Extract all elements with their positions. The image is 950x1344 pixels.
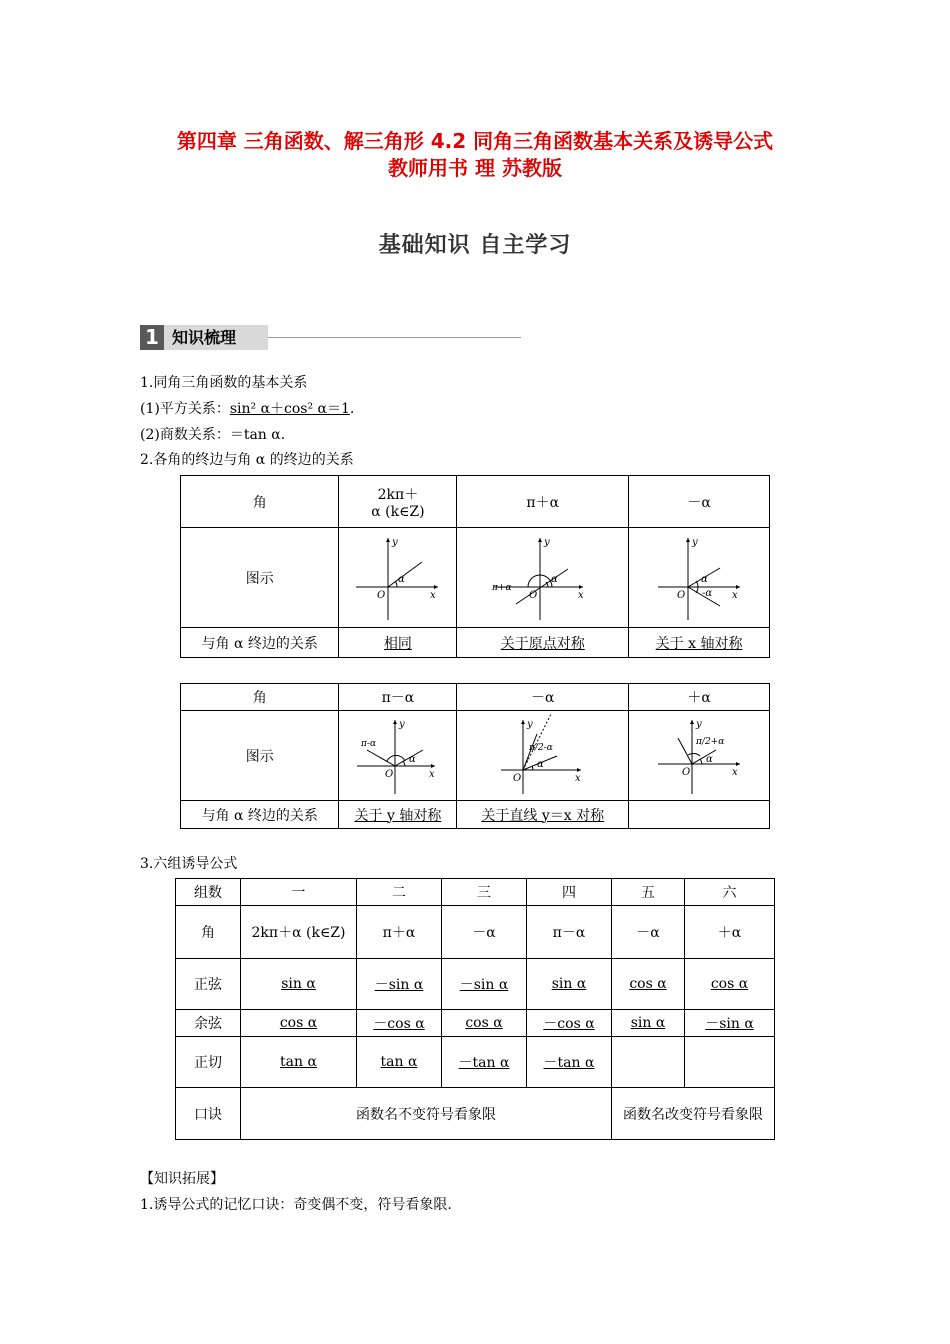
t3-header-3: 三 bbox=[442, 879, 527, 906]
para-basic-relations: 1.同角三角函数的基本关系 bbox=[140, 375, 308, 391]
t3-angle-4: π－α bbox=[527, 906, 612, 959]
label-y-axis: y bbox=[392, 536, 399, 548]
extension-heading: 【知识拓展】 bbox=[140, 1171, 224, 1187]
t3-cos-6: －sin α bbox=[685, 1010, 775, 1037]
t1-angle-label: 角 bbox=[181, 476, 339, 528]
t1-col1-line1: 2kπ＋ bbox=[377, 486, 419, 503]
label-origin: O bbox=[512, 772, 521, 784]
induction-formula-table bbox=[175, 878, 775, 1140]
terminal-side-table-1 bbox=[180, 475, 770, 658]
label-half-pi-minus-alpha: π/2-α bbox=[528, 742, 553, 753]
t1-figure-3 bbox=[629, 528, 770, 628]
square-relation-suffix: . bbox=[349, 401, 355, 417]
label-half-pi-plus-alpha: π/2+α bbox=[695, 736, 724, 747]
label-origin: O bbox=[377, 589, 386, 601]
label-y-axis: y bbox=[695, 718, 702, 730]
label-origin: O bbox=[528, 589, 537, 601]
section-subtitle: 基础知识 自主学习 bbox=[378, 233, 572, 258]
t3-header-0: 组数 bbox=[176, 879, 241, 906]
square-relation-formula: sin² α＋cos² α＝1 bbox=[229, 401, 350, 417]
label-y-axis: y bbox=[398, 718, 405, 730]
t3-header-6: 六 bbox=[685, 879, 775, 906]
t3-tan-2: tan α bbox=[357, 1037, 442, 1088]
t3-angle-label: 角 bbox=[176, 906, 241, 959]
t3-tan-3: －tan α bbox=[442, 1037, 527, 1088]
t3-cos-5: sin α bbox=[612, 1010, 685, 1037]
label-y-axis: y bbox=[543, 536, 550, 548]
para-six-groups: 3.六组诱导公式 bbox=[140, 856, 238, 872]
t1-col2-angle: π＋α bbox=[457, 476, 629, 528]
t1-relation-2: 关于原点对称 bbox=[457, 628, 629, 658]
t3-mnemonic-label: 口诀 bbox=[176, 1088, 241, 1140]
label-x-axis: x bbox=[428, 768, 435, 780]
t3-header-5: 五 bbox=[612, 879, 685, 906]
t2-figure-label: 图示 bbox=[181, 711, 339, 801]
figure-origin-symmetric bbox=[488, 532, 598, 624]
label-alpha: α bbox=[536, 758, 544, 770]
t3-cos-2: －cos α bbox=[357, 1010, 442, 1037]
label-alpha: α bbox=[408, 753, 416, 765]
t1-relation-label: 与角 α 终边的关系 bbox=[181, 628, 339, 658]
t2-relation-label: 与角 α 终边的关系 bbox=[181, 801, 339, 829]
label-alpha: α bbox=[550, 573, 558, 585]
t3-angle-5: －α bbox=[612, 906, 685, 959]
section-label: 知识梳理 bbox=[172, 328, 237, 347]
t1-figure-1 bbox=[339, 528, 457, 628]
t3-cos-label: 余弦 bbox=[176, 1010, 241, 1037]
label-y-axis: y bbox=[526, 718, 533, 730]
t1-figure-2 bbox=[457, 528, 629, 628]
section-number: 1 bbox=[140, 325, 164, 350]
t2-relation-3 bbox=[629, 801, 770, 829]
label-neg-alpha: -α bbox=[701, 587, 712, 599]
t3-sin-1: sin α bbox=[241, 959, 357, 1010]
t3-angle-3: －α bbox=[442, 906, 527, 959]
label-origin: O bbox=[676, 589, 685, 601]
t1-figure-label: 图示 bbox=[181, 528, 339, 628]
figure-half-pi-plus-alpha bbox=[652, 714, 747, 798]
t2-figure-2 bbox=[457, 711, 629, 801]
label-x-axis: x bbox=[430, 589, 437, 601]
t2-col2-angle: －α bbox=[457, 684, 629, 711]
t2-col3-angle: ＋α bbox=[629, 684, 770, 711]
para-terminal-sides: 2.各角的终边与角 α 的终边的关系 bbox=[140, 452, 354, 468]
label-x-axis: x bbox=[577, 589, 584, 601]
t3-angle-2: π＋α bbox=[357, 906, 442, 959]
label-pi-minus-alpha: π-α bbox=[360, 738, 376, 749]
t3-sin-label: 正弦 bbox=[176, 959, 241, 1010]
t3-angle-6: ＋α bbox=[685, 906, 775, 959]
document-title-line1: 第四章 三角函数、解三角形 4.2 同角三角函数基本关系及诱导公式 bbox=[176, 129, 774, 153]
label-alpha: α bbox=[398, 573, 406, 585]
figure-line-y-equals-x-symmetric bbox=[493, 714, 593, 798]
label-alpha: α bbox=[700, 573, 708, 585]
t3-sin-4: sin α bbox=[527, 959, 612, 1010]
figure-same-terminal bbox=[350, 532, 445, 624]
t2-relation-1: 关于 y 轴对称 bbox=[339, 801, 457, 829]
para-square-relation bbox=[140, 398, 354, 418]
t2-col1-angle: π－α bbox=[339, 684, 457, 711]
t3-tan-6 bbox=[685, 1037, 775, 1088]
label-y-axis: y bbox=[691, 536, 698, 548]
label-alpha: α bbox=[705, 753, 713, 765]
t3-header-4: 四 bbox=[527, 879, 612, 906]
t3-tan-4: －tan α bbox=[527, 1037, 612, 1088]
t1-col1-angle bbox=[339, 476, 457, 528]
t3-cos-1: cos α bbox=[241, 1010, 357, 1037]
figure-y-axis-symmetric bbox=[353, 714, 443, 798]
t3-tan-5 bbox=[612, 1037, 685, 1088]
t3-angle-1: 2kπ＋α (k∈Z) bbox=[241, 906, 357, 959]
label-origin: O bbox=[384, 768, 394, 780]
section-divider bbox=[268, 337, 521, 338]
label-x-axis: x bbox=[574, 772, 581, 784]
t2-figure-1 bbox=[339, 711, 457, 801]
t3-sin-2: －sin α bbox=[357, 959, 442, 1010]
t3-sin-5: cos α bbox=[612, 959, 685, 1010]
t1-relation-1: 相同 bbox=[339, 628, 457, 658]
t3-cos-3: cos α bbox=[442, 1010, 527, 1037]
t3-header-2: 二 bbox=[357, 879, 442, 906]
t3-sin-6: cos α bbox=[685, 959, 775, 1010]
t1-col3-angle: －α bbox=[629, 476, 770, 528]
t2-relation-2: 关于直线 y＝x 对称 bbox=[457, 801, 629, 829]
t2-angle-label: 角 bbox=[181, 684, 339, 711]
terminal-side-table-2 bbox=[180, 683, 770, 829]
t3-sin-3: －sin α bbox=[442, 959, 527, 1010]
label-x-axis: x bbox=[731, 766, 738, 778]
t3-mnemonic-a: 函数名不变符号看象限 bbox=[241, 1088, 612, 1140]
t3-mnemonic-b: 函数名改变符号看象限 bbox=[612, 1088, 775, 1140]
document-title-line2: 教师用书 理 苏教版 bbox=[388, 156, 562, 180]
t1-col1-line2: α (k∈Z) bbox=[371, 503, 425, 520]
label-pi-plus-alpha: π+α bbox=[491, 582, 512, 593]
t3-cos-4: －cos α bbox=[527, 1010, 612, 1037]
extension-para-1: 1.诱导公式的记忆口诀：奇变偶不变，符号看象限. bbox=[140, 1197, 452, 1213]
t3-tan-1: tan α bbox=[241, 1037, 357, 1088]
para-quotient-relation: (2)商数关系：＝tan α. bbox=[140, 427, 286, 443]
label-x-axis: x bbox=[731, 589, 738, 601]
t3-header-1: 一 bbox=[241, 879, 357, 906]
t2-figure-3 bbox=[629, 711, 770, 801]
t3-tan-label: 正切 bbox=[176, 1037, 241, 1088]
t1-relation-3: 关于 x 轴对称 bbox=[629, 628, 770, 658]
square-relation-prefix: (1)平方关系： bbox=[140, 401, 230, 417]
figure-x-axis-symmetric bbox=[652, 532, 747, 624]
label-origin: O bbox=[681, 766, 690, 778]
